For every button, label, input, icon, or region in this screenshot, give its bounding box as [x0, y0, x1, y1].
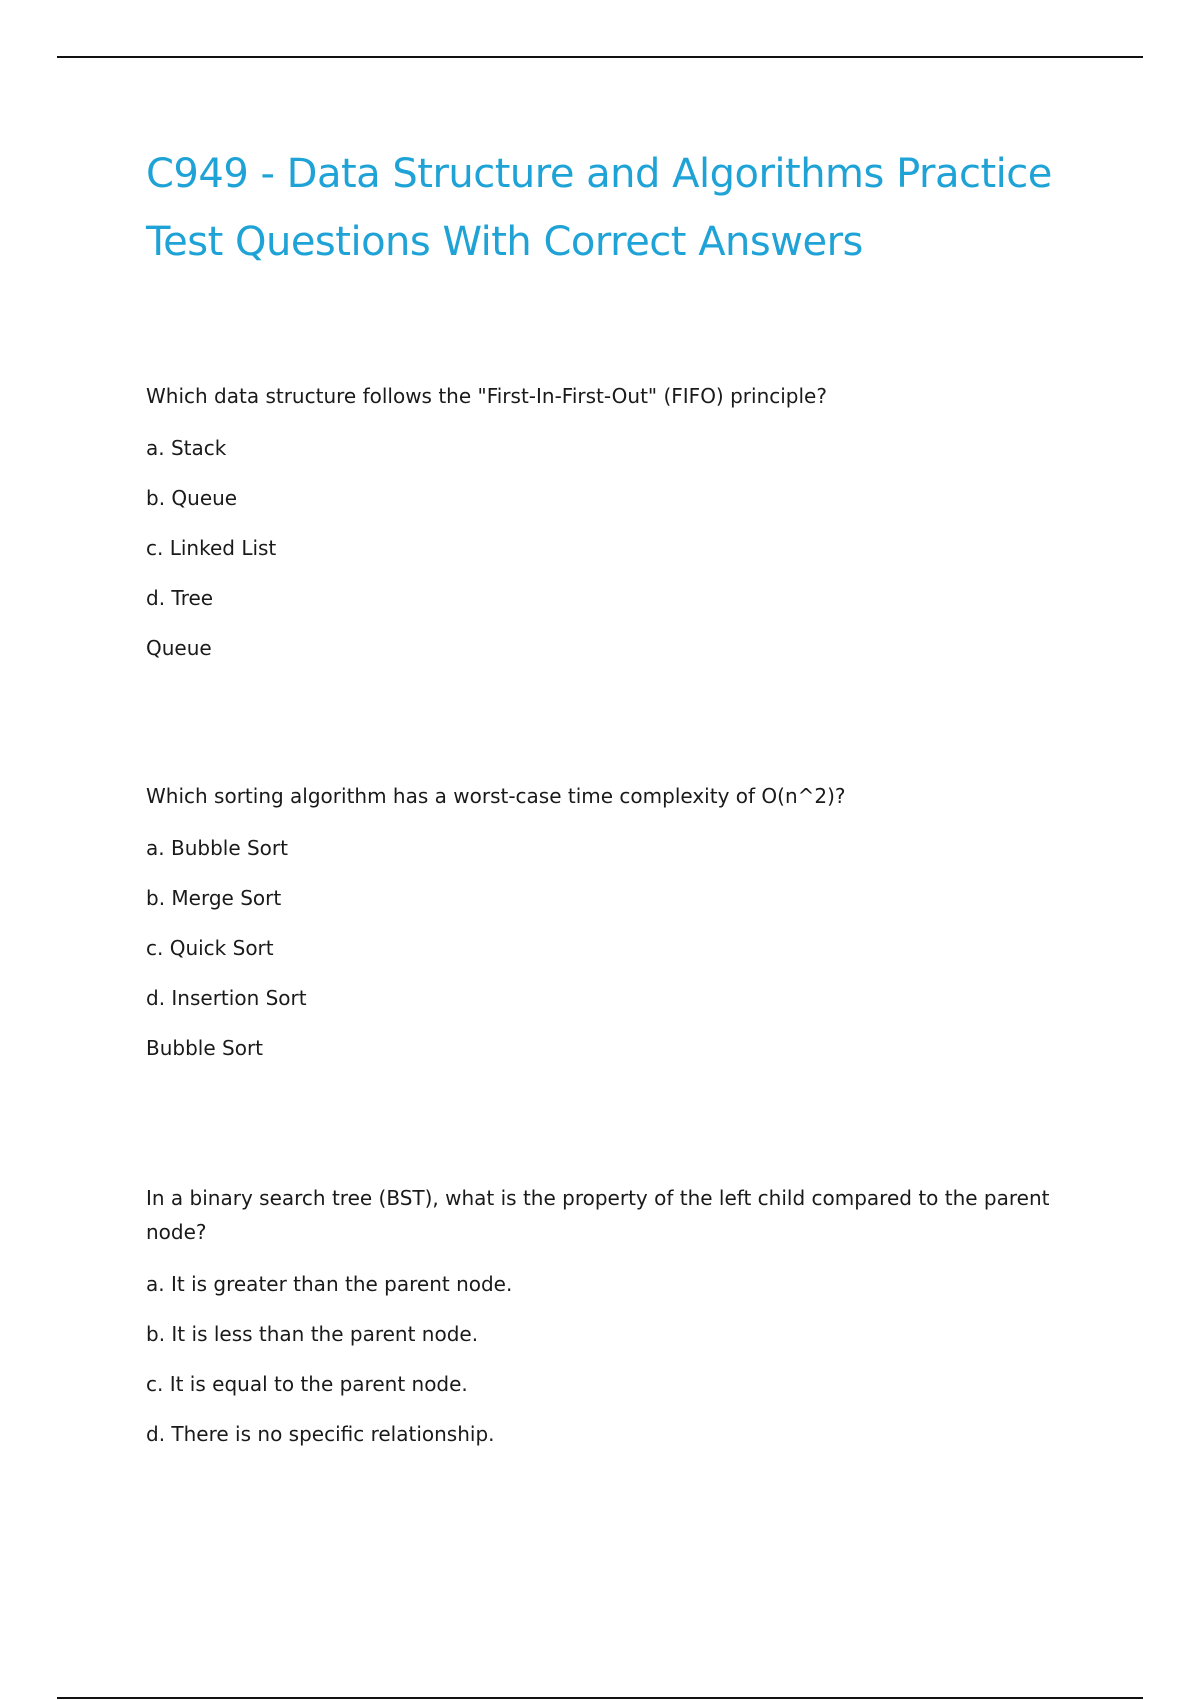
- question-block: [146, 1181, 1076, 1449]
- option-b: b. Merge Sort: [146, 886, 282, 910]
- option-d: d. Tree: [146, 586, 214, 610]
- option-a: a. Bubble Sort: [146, 836, 288, 860]
- option-a: a. Stack: [146, 436, 227, 460]
- question-block: [146, 779, 1076, 1063]
- bottom-rule: [57, 1697, 1143, 1699]
- question-block: [146, 379, 1076, 663]
- option-b: b. Queue: [146, 486, 238, 510]
- document-title: C949 - Data Structure and Algorithms Practice Test Questions With Correct Answers: [146, 151, 1052, 265]
- options-list: [146, 833, 1076, 1013]
- option-c: c. Quick Sort: [146, 936, 274, 960]
- option-c: c. It is equal to the parent node.: [146, 1372, 468, 1396]
- correct-answer: Queue: [146, 636, 212, 660]
- option-a: a. It is greater than the parent node.: [146, 1272, 513, 1296]
- option-c: c. Linked List: [146, 536, 277, 560]
- question-text: Which data structure follows the "First-In-First-Out" (FIFO) principle?: [146, 384, 827, 408]
- options-list: [146, 433, 1076, 613]
- top-rule: [57, 56, 1143, 58]
- option-d: d. Insertion Sort: [146, 986, 307, 1010]
- option-d: d. There is no specific relationship.: [146, 1422, 495, 1446]
- option-b: b. It is less than the parent node.: [146, 1322, 479, 1346]
- question-text: Which sorting algorithm has a worst-case time complexity of O(n^2)?: [146, 784, 846, 808]
- options-list: [146, 1269, 1076, 1449]
- correct-answer: Bubble Sort: [146, 1036, 264, 1060]
- question-text: In a binary search tree (BST), what is the property of the left child compared to the parent node?: [146, 1186, 1050, 1244]
